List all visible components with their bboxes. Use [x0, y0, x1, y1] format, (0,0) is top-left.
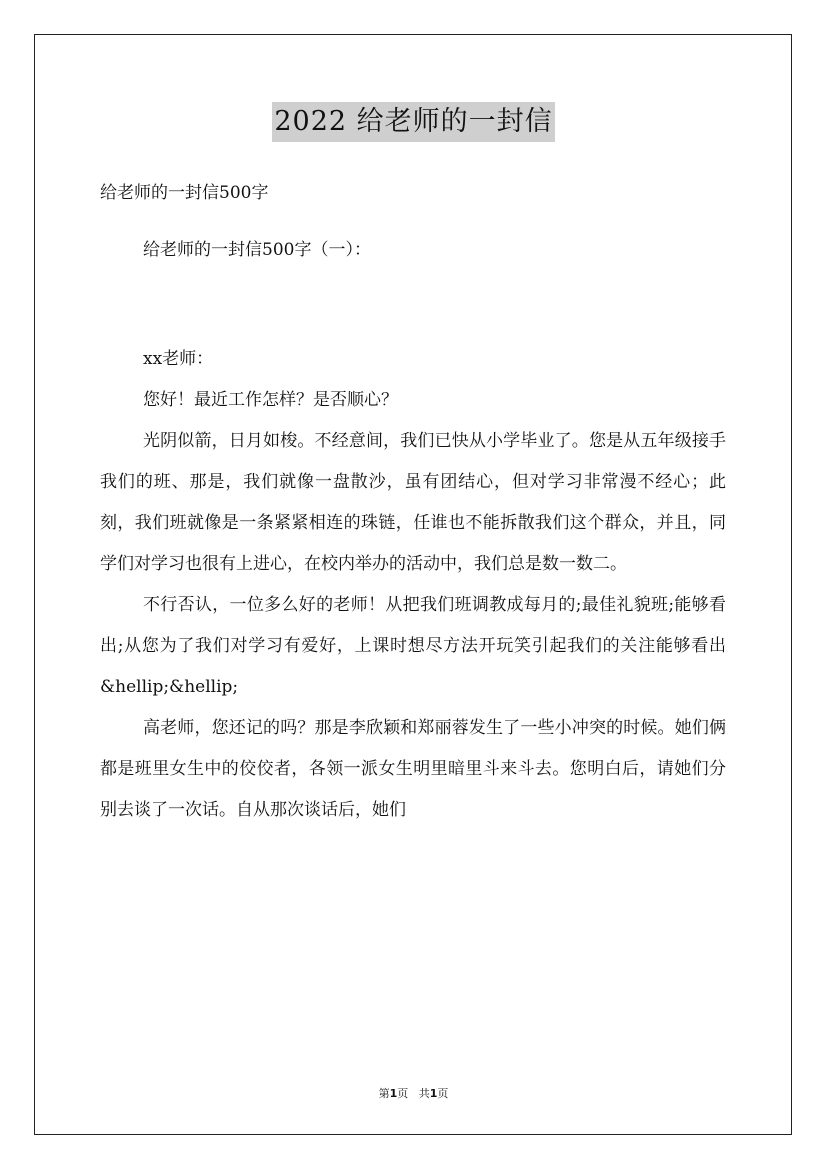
paragraph-salutation: xx老师：: [143, 349, 214, 369]
title-block: [0, 102, 827, 142]
page-suffix: 页: [397, 1087, 409, 1100]
document-title: 2022 给老师的一封信: [272, 102, 554, 142]
paragraph-body: 高老师，您还记的吗？那是李欣颖和郑丽蓉发生了一些小冲突的时候。她们俩都是班里女生中的佼佼者，各领一派女生明里暗里斗来斗去。您明白后，请她们分别去谈了一次话。自从那次谈话后，她们: [100, 718, 726, 820]
page-prefix: 第: [378, 1087, 390, 1100]
paragraph-heading: 给老师的一封信500字（一）：: [143, 240, 371, 260]
page-number: 1: [389, 1087, 398, 1100]
document-body: [100, 230, 726, 831]
document-subtitle: 给老师的一封信500字: [100, 183, 269, 203]
page-footer: [0, 1085, 827, 1101]
total-prefix: 共: [418, 1087, 430, 1100]
paragraph-greeting: 您好！最近工作怎样？是否顺心？: [143, 390, 398, 410]
paragraph-body: 不行否认，一位多么好的老师！从把我们班调教成每月的;最佳礼貌班;能够看出;从您为了我们对学习有爱好，上课时想尽方法开玩笑引起我们的关注能够看出&hellip;&hellip;: [100, 595, 726, 697]
total-suffix: 页: [437, 1087, 449, 1100]
paragraph-body: 光阴似箭，日月如梭。不经意间，我们已快从小学毕业了。您是从五年级接手我们的班、那是，我们就像一盘散沙，虽有团结心，但对学习非常漫不经心；此刻，我们班就像是一条紧紧相连的珠链，任谁也不能拆散我们这个群众，并且，同学们对学习也很有上进心，在校内举办的活动中，我们总是数一数二。: [100, 431, 726, 574]
blank-line: [100, 271, 726, 339]
total-pages: 1: [429, 1087, 438, 1100]
